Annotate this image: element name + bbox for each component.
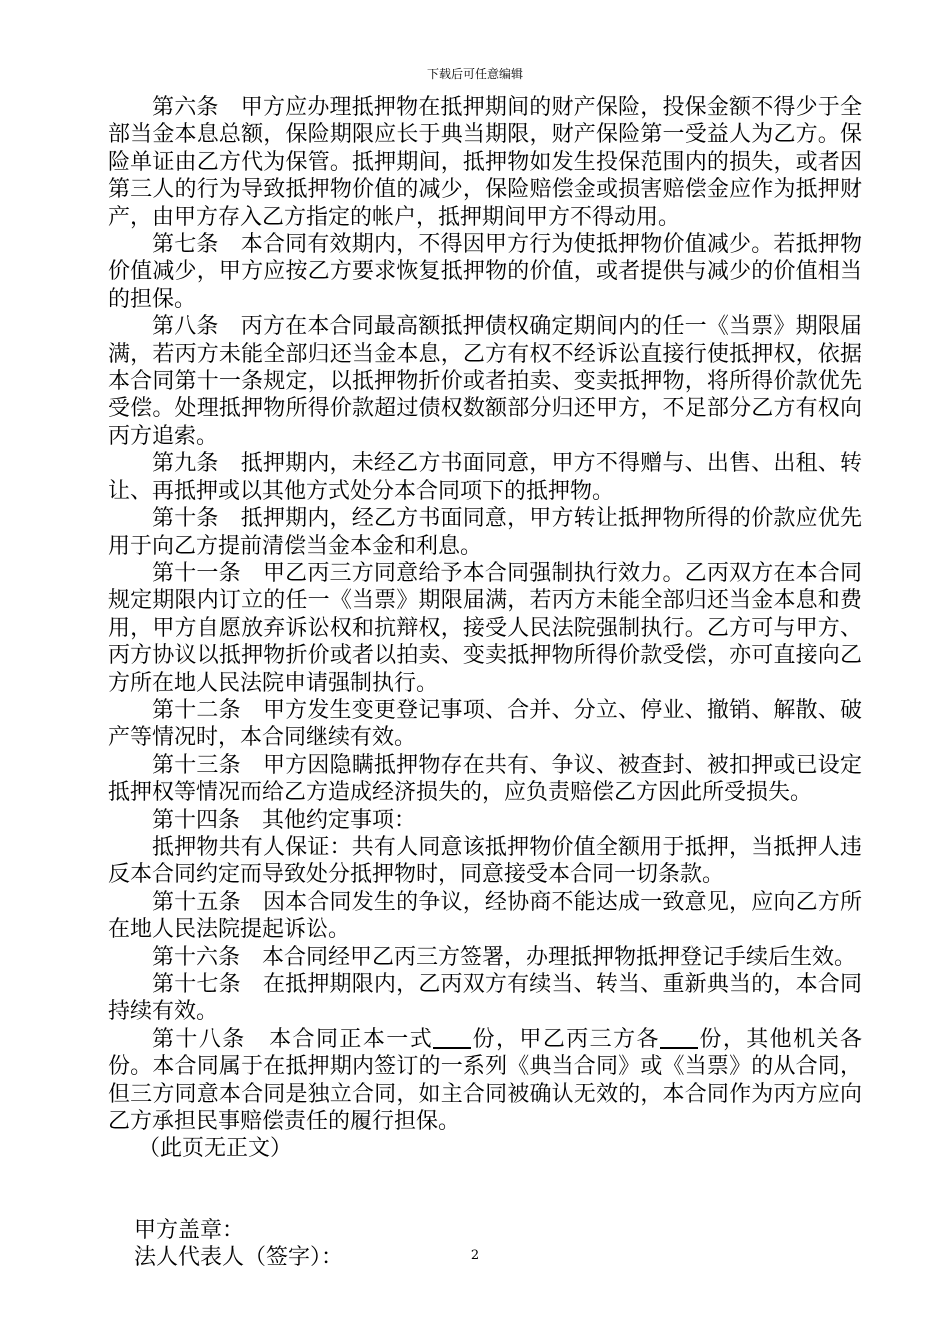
article-17: 第十七条 在抵押期限内，乙丙双方有续当、转当、重新典当的，本合同持续有效。 (108, 972, 862, 1025)
legal-representative-signature: 法人代表人（签字）： (134, 1245, 344, 1271)
article-16: 第十六条 本合同经甲乙丙三方签署，办理抵押物抵押登记手续后生效。 (152, 944, 857, 970)
article-12: 第十二条 甲方发生变更登记事项、合并、分立、停业、撤销、解散、破产等情况时，本合同继续有效。 (108, 697, 862, 751)
no-text-note: （此页无正文） (138, 1136, 293, 1162)
article-10: 第十条 抵押期内，经乙方书面同意，甲方转让抵押物所得的价款应优先用于向乙方提前清偿当金本金和利息。 (108, 506, 862, 559)
document-body (108, 94, 862, 1272)
article-18-text-2: 份，甲乙丙三方各 (471, 1026, 660, 1052)
page-number: 2 (470, 1248, 480, 1263)
spacer (108, 1163, 862, 1217)
article-6: 第六条 甲方应办理抵押物在抵押期间的财产保险，投保金额不得少于全部当金本息总额，保险期限应长于典当期限，财产保险第一受益人为乙方。保险单证由乙方代为保管。抵押期间，抵押物如发生投保范围内的损失，或者因第三人的行为导致抵押物价值的减少，保险赔偿金或损害赔偿金应作为抵押财产，由甲方存入乙方指定的帐户，抵押期间甲方不得动用。 (108, 95, 862, 230)
article-18-text-3: 份，其他机关各份。本合同属于在抵押期内签订的一系列《典当合同》或《当票》的从合同，但三方同意本合同是独立合同，如主合同被确认无效的，本合同作为丙方应向乙方承担民事赔偿责任的履行担保。 (108, 1026, 862, 1135)
copies-each-blank (660, 1027, 698, 1049)
article-8: 第八条 丙方在本合同最高额抵押债权确定期间内的任一《当票》期限届满，若丙方未能全部归还当金本息，乙方有权不经诉讼直接行使抵押权，依据本合同第十一条规定，以抵押物折价或者拍卖、变卖抵押物，将所得价款优先受偿。处理抵押物所得价款超过债权数额部分归还甲方，不足部分乙方有权向丙方追索。 (108, 314, 862, 449)
page-header: 下载后可任意编辑 (426, 67, 523, 81)
article-18 (108, 1026, 862, 1136)
co-owner-guarantee: 抵押物共有人保证：共有人同意该抵押物价值全额用于抵押，当抵押人违反本合同约定而导致处分抵押物时，同意接受本合同一切条款。 (108, 834, 862, 888)
article-13: 第十三条 甲方因隐瞒抵押物存在共有、争议、被查封、被扣押或已设定抵押权等情况而给乙方造成经济损失的，应负责赔偿乙方因此所受损失。 (108, 752, 862, 806)
article-15: 第十五条 因本合同发生的争议，经协商不能达成一致意见，应向乙方所在地人民法院提起诉讼。 (108, 889, 862, 943)
article-18-text-1: 第十八条 本合同正本一式 (152, 1026, 434, 1052)
article-9: 第九条 抵押期内，未经乙方书面同意，甲方不得赠与、出售、出租、转让、再抵押或以其他方式处分本合同项下的抵押物。 (108, 451, 862, 504)
article-14: 第十四条 其他约定事项： (152, 807, 417, 833)
article-7: 第七条 本合同有效期内，不得因甲方行为使抵押物价值减少。若抵押物价值减少，甲方应按乙方要求恢复抵押物的价值，或者提供与减少的价值相当的担保。 (108, 232, 862, 312)
party-a-seal: 甲方盖章： (134, 1217, 245, 1243)
article-11: 第十一条 甲乙丙三方同意给予本合同强制执行效力。乙丙双方在本合同规定期限内订立的任一《当票》期限届满，若丙方未能全部归还当金本息和费用，甲方自愿放弃诉讼权和抗辩权，接受人民法院强制执行。乙方可与甲方、丙方协议以抵押物折价或者以拍卖、变卖抵押物所得价款受偿，亦可直接向乙方所在地人民法院申请强制执行。 (108, 560, 862, 696)
copies-blank (433, 1027, 471, 1049)
